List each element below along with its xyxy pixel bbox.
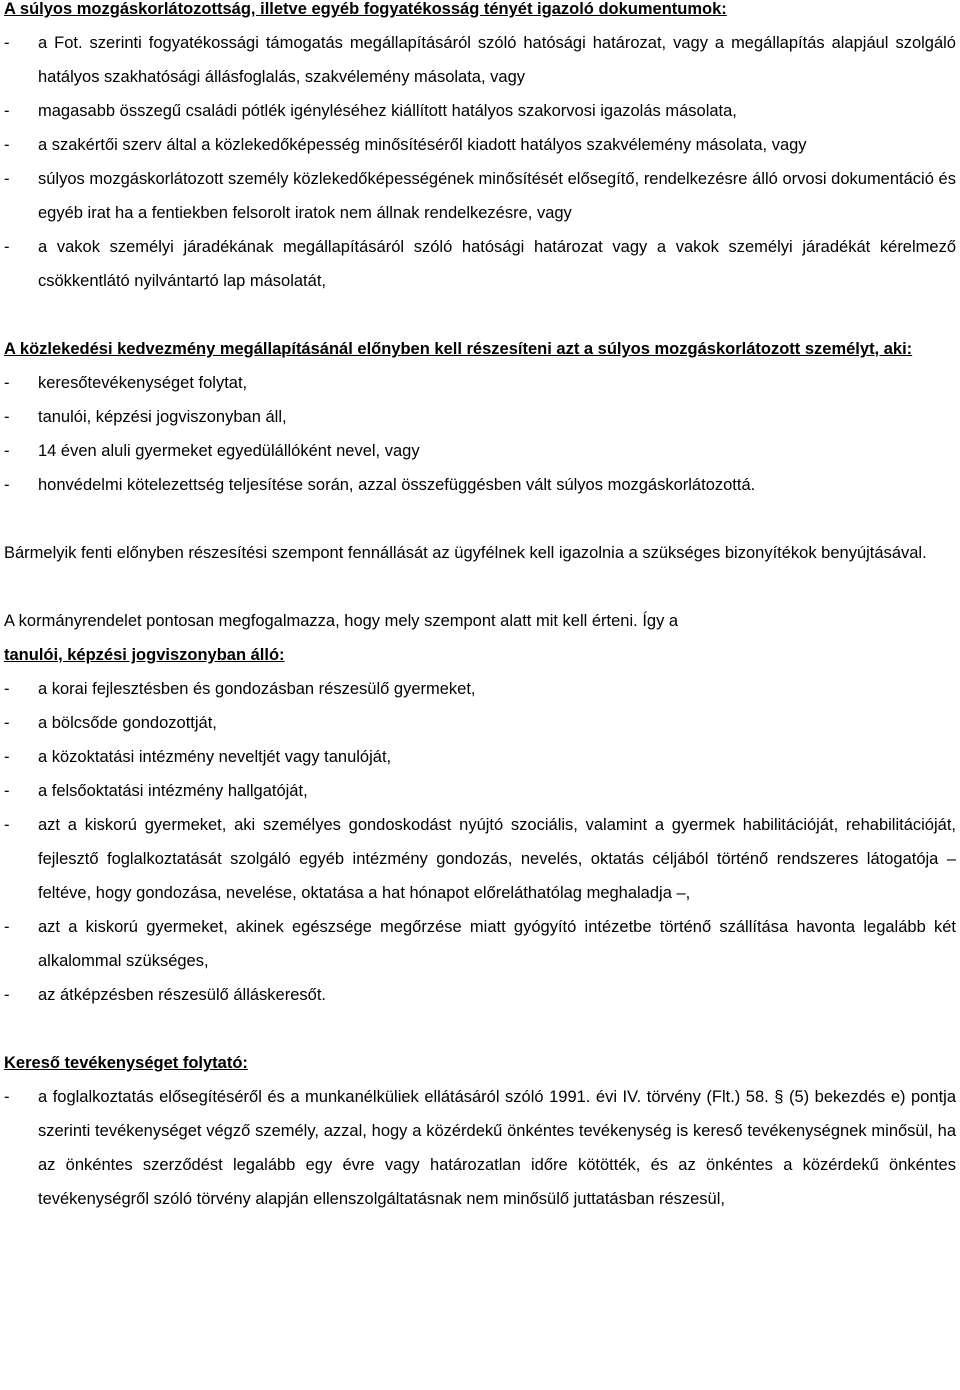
section-heading-earning: Kereső tevékenységet folytató:: [4, 1054, 248, 1072]
list-item: - a korai fejlesztésben és gondozásban részesülő gyermeket,: [4, 672, 956, 706]
section-heading-priority: A közlekedési kedvezmény megállapításánál előnyben kell részesíteni azt a súlyos mozgáskorlátozott személyt, aki:: [4, 340, 913, 358]
priority-list: [4, 366, 956, 502]
list-item: - az átképzésben részesülő álláskeresőt.: [4, 978, 956, 1012]
spacer: [4, 1012, 956, 1046]
list-item: - a Fot. szerinti fogyatékossági támogatás megállapításáról szóló hatósági határozat, vagy a megállapítás alapjául szolgáló hatályos szakhatósági állásfoglalás, szakvélemény másolata, vagy: [4, 26, 956, 94]
list-item: - honvédelmi kötelezettség teljesítése során, azzal összefüggésben vált súlyos mozgáskorlátozottá.: [4, 468, 956, 502]
list-item: - keresőtevékenységet folytat,: [4, 366, 956, 400]
list-item: - azt a kiskorú gyermeket, aki személyes gondoskodást nyújtó szociális, valamint a gyermek habilitációját, rehabilitációját, fejlesztő foglalkoztatását szolgáló egyéb intézmény gondozás, nevelés, oktatás céljából történő rendszeres látogatója – feltéve, hogy gondozása, nevelése, oktatása a hat hónapot előreláthatólag meghaladja –,: [4, 808, 956, 910]
list-item: - magasabb összegű családi pótlék igényléséhez kiállított hatályos szakorvosi igazolás másolata,: [4, 94, 956, 128]
list-item: - a szakértői szerv által a közlekedőképesség minősítéséről kiadott hatályos szakvélemény másolata, vagy: [4, 128, 956, 162]
spacer: [4, 298, 956, 332]
list-item: - 14 éven aluli gyermeket egyedülállóként nevel, vagy: [4, 434, 956, 468]
list-item: - a foglalkoztatás elősegítéséről és a munkanélküliek ellátásáról szóló 1991. évi IV. törvény (Flt.) 58. § (5) bekezdés e) pontja szerinti tevékenységet végző személy, azzal, hogy a közérdekű önkéntes tevékenység is kereső tevékenységnek minősül, ha az önkéntes szerződést legalább egy évre vagy határozatlan időre kötötték, és az önkéntes a közérdekű önkéntes tevékenységről szóló törvény alapján ellenszolgáltatásnak nem minősülő juttatásban részesül,: [4, 1080, 956, 1216]
list-item: - azt a kiskorú gyermeket, akinek egészsége megőrzése miatt gyógyító intézetbe történő szállítása havonta legalább két alkalommal szükséges,: [4, 910, 956, 978]
list-item: - tanulói, képzési jogviszonyban áll,: [4, 400, 956, 434]
section-heading-students: tanulói, képzési jogviszonyban álló:: [4, 646, 285, 664]
list-item: - a bölcsőde gondozottját,: [4, 706, 956, 740]
students-list: [4, 672, 956, 1012]
list-item: - a felsőoktatási intézmény hallgatóját,: [4, 774, 956, 808]
list-item: - súlyos mozgáskorlátozott személy közlekedőképességének minősítését elősegítő, rendelkezésre álló orvosi dokumentáció és egyéb irat ha a fentiekben felsorolt iratok nem állnak rendelkezésre, vagy: [4, 162, 956, 230]
documents-list: [4, 26, 956, 298]
paragraph-decree: A kormányrendelet pontosan megfogalmazza, hogy mely szempont alatt mit kell érteni. Így a: [4, 612, 679, 630]
earning-list: [4, 1080, 956, 1216]
spacer: [4, 502, 956, 536]
list-item: - a közoktatási intézmény neveltjét vagy tanulóját,: [4, 740, 956, 774]
paragraph-proof: Bármelyik fenti előnyben részesítési szempont fennállását az ügyfélnek kell igazolnia a szükséges bizonyítékok benyújtásával.: [4, 544, 927, 562]
list-item: - a vakok személyi járadékának megállapításáról szóló hatósági határozat vagy a vakok személyi járadékát kérelmező csökkentlátó nyilvántartó lap másolatát,: [4, 230, 956, 298]
section-heading-documents: A súlyos mozgáskorlátozottság, illetve egyéb fogyatékosság tényét igazoló dokumentumok:: [4, 0, 727, 18]
spacer: [4, 570, 956, 604]
